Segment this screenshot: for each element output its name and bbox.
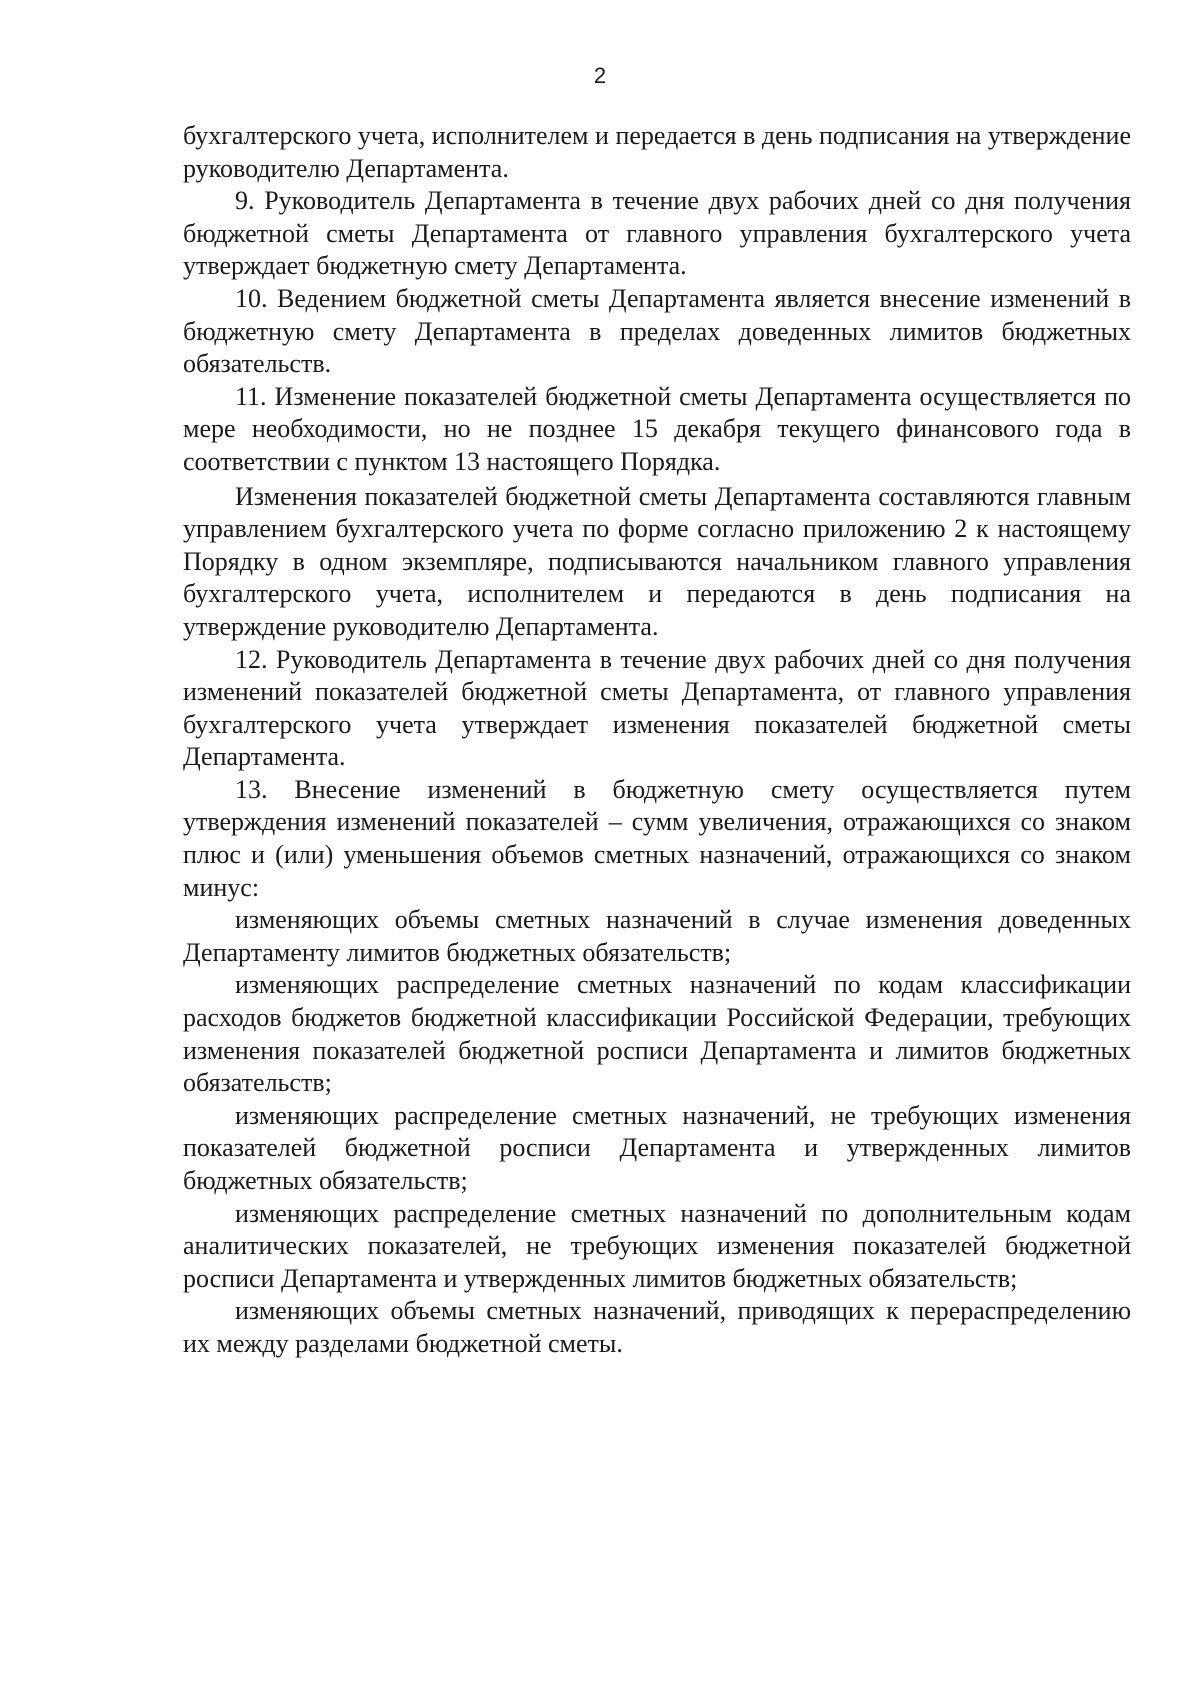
paragraph-continuation: бухгалтерского учета, исполнителем и передается в день подписания на утверждение руководителю Департамента. xyxy=(183,121,1131,183)
list-item-redistribution: изменяющих объемы сметных назначений, приводящих к перераспределению их между разделами бюджетной сметы. xyxy=(183,1296,1131,1358)
paragraph-item-9: 9. Руководитель Департамента в течение двух рабочих дней со дня получения бюджетной сметы Департамента от главного управления бухгалтерского учета утверждает бюджетную смету Департамента. xyxy=(183,186,1131,281)
list-item-volume-change: изменяющих объемы сметных назначений в случае изменения доведенных Департаменту лимитов бюджетных обязательств; xyxy=(183,905,1131,967)
paragraph-item-10: 10. Ведением бюджетной сметы Департамента является внесение изменений в бюджетную смету Департамента в пределах доведенных лимитов бюджетных обязательств. xyxy=(183,283,1131,379)
paragraph-item-11-detail: Изменения показателей бюджетной сметы Департамента составляются главным управлением бухгалтерского учета по форме согласно приложению 2 к настоящему Порядку в одном экземпляре, подписываются начальником главного управления бухгалтерского учета, исполнителем и передаются в день подписания на утверждение руководителю Департамента. xyxy=(183,481,1131,641)
list-item-distribution-no-changes: изменяющих распределение сметных назначений, не требующих изменения показателей бюджетной росписи Департамента и утвержденных лимитов бюджетных обязательств; xyxy=(183,1100,1131,1195)
paragraph-item-11: 11. Изменение показателей бюджетной сметы Департамента осуществляется по мере необходимости, но не позднее 15 декабря текущего финансового года в соответствии с пунктом 13 настоящего Порядка. xyxy=(183,381,1131,476)
paragraph-item-12: 12. Руководитель Департамента в течение двух рабочих дней со дня получения изменений показателей бюджетной сметы Департамента, от главного управления бухгалтерского учета утверждает изменения показателей бюджетной сметы Департамента. xyxy=(183,644,1131,772)
list-item-additional-codes: изменяющих распределение сметных назначений по дополнительным кодам аналитических показателей, не требующих изменения показателей бюджетной росписи Департамента и утвержденных лимитов бюджетных обязательств; xyxy=(183,1198,1131,1293)
page-number: 2 xyxy=(593,63,607,88)
document-body xyxy=(183,120,1131,1361)
list-item-distribution-by-codes: изменяющих распределение сметных назначений по кодам классификации расходов бюджетов бюджетной классификации Российской Федерации, требующих изменения показателей бюджетной росписи Департамента и лимитов бюджетных обязательств; xyxy=(183,970,1131,1098)
paragraph-item-13: 13. Внесение изменений в бюджетную смету осуществляется путем утверждения изменений показателей – сумм увеличения, отражающихся со знаком плюс и (или) уменьшения объемов сметных назначений, отражающихся со знаком минус: xyxy=(183,774,1131,902)
